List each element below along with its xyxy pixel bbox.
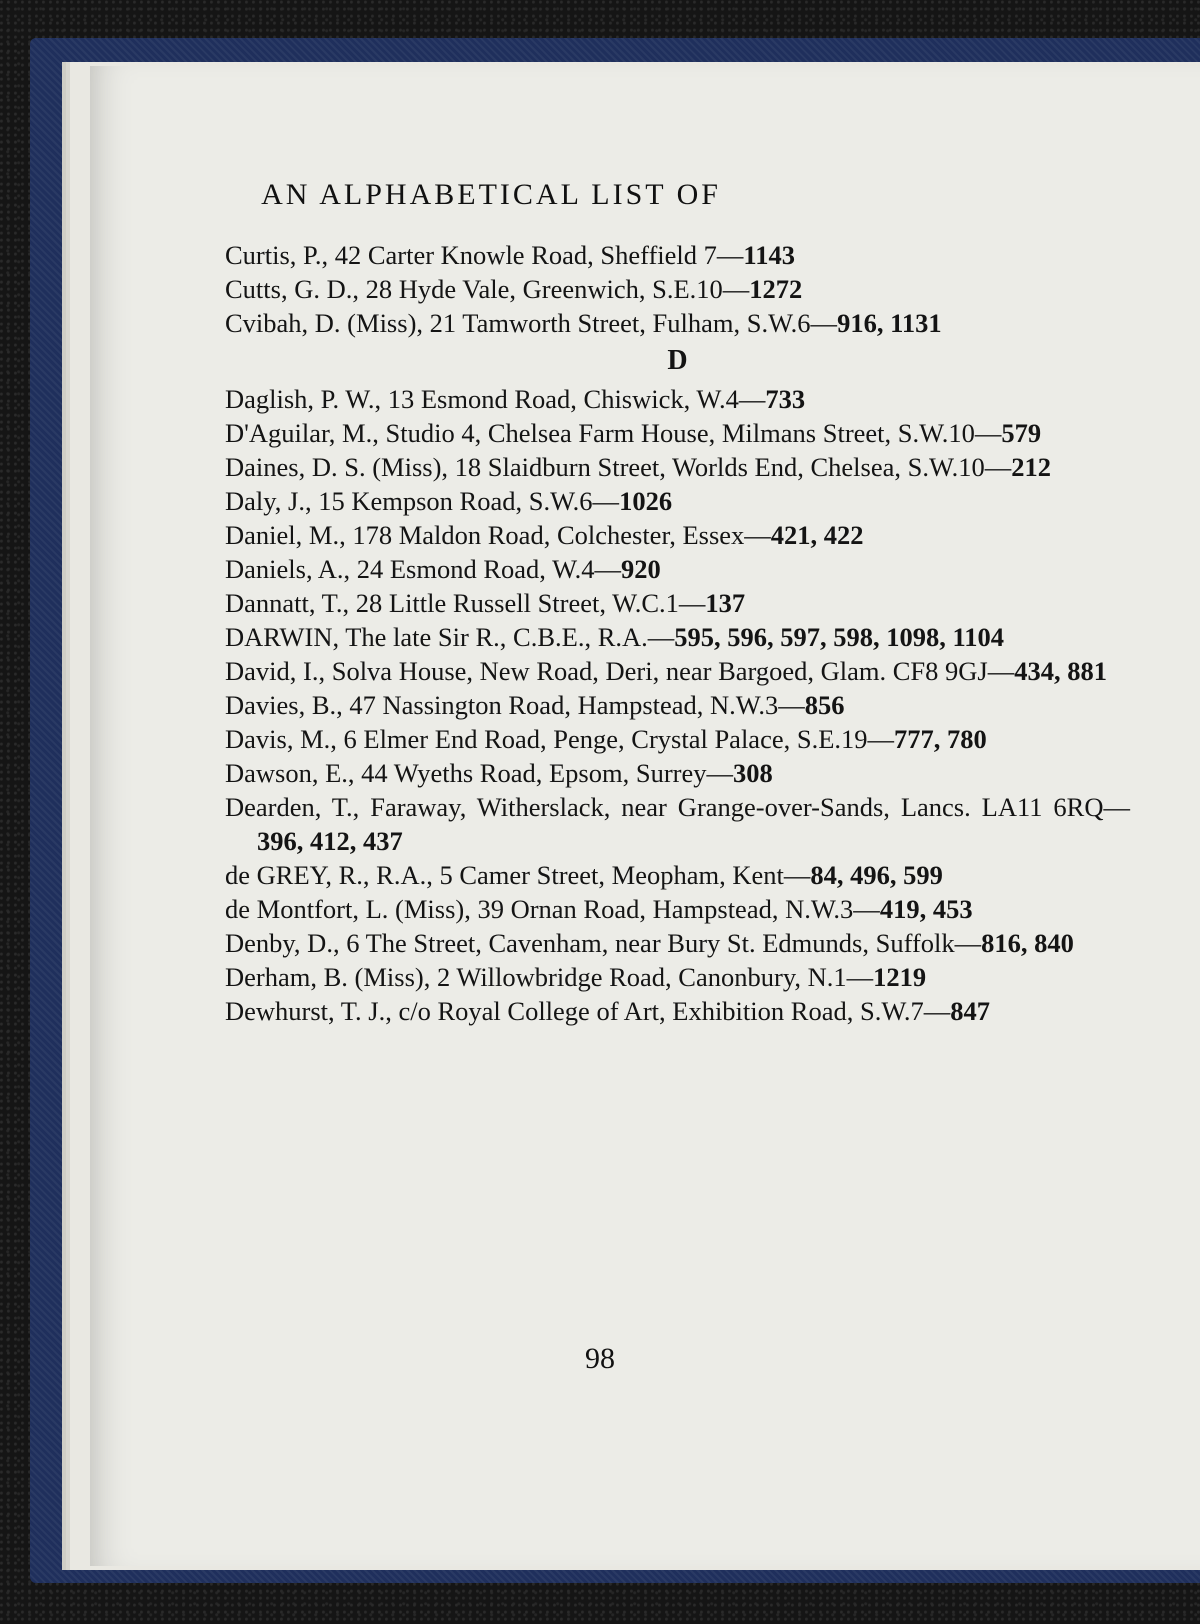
entry-text: Denby, D., 6 The Street, Cavenham, near Bury St. Edmunds, Suffolk— (225, 928, 982, 958)
entry-numbers: 1143 (743, 240, 795, 270)
entry-text: Cvibah, D. (Miss), 21 Tamworth Street, Fulham, S.W.6— (225, 308, 838, 338)
entry-numbers: 1219 (873, 962, 927, 992)
entry-numbers: 856 (804, 690, 845, 720)
entry-text: Daines, D. S. (Miss), 18 Slaidburn Street, Worlds End, Chelsea, S.W.10— (225, 452, 1012, 482)
entry-text: de Montfort, L. (Miss), 39 Ornan Road, Hampstead, N.W.3— (225, 894, 880, 924)
list-entry (225, 518, 1130, 552)
list-entry (225, 484, 1130, 518)
list-entry (225, 450, 1130, 484)
entry-numbers: 212 (1011, 452, 1051, 482)
entry-numbers: 308 (733, 758, 773, 788)
entry-numbers: 419, 453 (879, 894, 973, 924)
entry-numbers: 1026 (619, 486, 673, 516)
list-entry (225, 756, 1130, 790)
list-entry (225, 306, 1130, 340)
entry-text: D'Aguilar, M., Studio 4, Chelsea Farm House, Milmans Street, S.W.10— (225, 418, 1002, 448)
entry-text: Dewhurst, T. J., c/o Royal College of Art, Exhibition Road, S.W.7— (225, 996, 951, 1026)
entry-list (225, 238, 1130, 1028)
list-entry (225, 654, 1130, 688)
section-letter: D (667, 345, 688, 376)
list-entry (225, 272, 1130, 306)
list-entry (225, 416, 1130, 450)
list-entry (225, 892, 1130, 926)
list-entry (225, 688, 1130, 722)
list-entry (225, 994, 1130, 1028)
entry-numbers: 137 (705, 588, 746, 618)
list-entry (225, 620, 1130, 654)
entry-numbers: 920 (621, 554, 661, 584)
entry-text: Davis, M., 6 Elmer End Road, Penge, Crystal Palace, S.E.19— (225, 724, 895, 754)
entry-numbers: 816, 840 (981, 928, 1074, 958)
list-entry (225, 926, 1130, 960)
list-entry (225, 238, 1130, 272)
entry-numbers: 847 (950, 996, 991, 1026)
entry-text: Dearden, T., Faraway, Witherslack, near Grange-over-Sands, Lancs. LA11 6RQ— (225, 792, 1130, 822)
entry-text: Derham, B. (Miss), 2 Willowbridge Road, Canonbury, N.1— (225, 962, 874, 992)
entry-numbers: 434, 881 (1014, 656, 1107, 686)
entry-text: Dawson, E., 44 Wyeths Road, Epsom, Surrey— (225, 758, 733, 788)
entry-text: Daniel, M., 178 Maldon Road, Colchester, Essex— (225, 520, 771, 550)
entry-text: Curtis, P., 42 Carter Knowle Road, Sheffield 7— (225, 240, 744, 270)
entry-numbers: 1272 (749, 274, 803, 304)
list-entry (225, 960, 1130, 994)
entry-text: Davies, B., 47 Nassington Road, Hampstead, N.W.3— (225, 690, 805, 720)
entry-numbers: 579 (1001, 418, 1042, 448)
list-entry (225, 858, 1130, 892)
entry-numbers: 421, 422 (770, 520, 864, 550)
entry-text: Daglish, P. W., 13 Esmond Road, Chiswick, W.4— (225, 384, 766, 414)
page-number: 98 (585, 1342, 615, 1375)
entry-text: Daly, J., 15 Kempson Road, S.W.6— (225, 486, 620, 516)
list-entry (225, 382, 1130, 416)
list-entry (225, 552, 1130, 586)
entry-numbers: 916, 1131 (837, 308, 942, 338)
list-entry (225, 790, 1130, 858)
entry-text: Dannatt, T., 28 Little Russell Street, W.C.1— (225, 588, 706, 618)
list-entry (225, 722, 1130, 756)
entry-numbers: 595, 596, 597, 598, 1098, 1104 (674, 622, 1005, 652)
list-entry (225, 586, 1130, 620)
entry-text: DARWIN, The late Sir R., C.B.E., R.A.— (225, 622, 675, 652)
entry-text: David, I., Solva House, New Road, Deri, near Bargoed, Glam. CF8 9GJ— (225, 656, 1015, 686)
entry-numbers: 733 (765, 384, 806, 414)
entry-numbers: 777, 780 (894, 724, 987, 754)
entry-numbers: 84, 496, 599 (810, 860, 943, 890)
entry-text: Cutts, G. D., 28 Hyde Vale, Greenwich, S.E.10— (225, 274, 750, 304)
entry-text: Daniels, A., 24 Esmond Road, W.4— (225, 554, 622, 584)
entry-text: de GREY, R., R.A., 5 Camer Street, Meopham, Kent— (225, 860, 811, 890)
entry-numbers: 396, 412, 437 (257, 826, 403, 856)
running-header: AN ALPHABETICAL LIST OF (261, 178, 721, 211)
